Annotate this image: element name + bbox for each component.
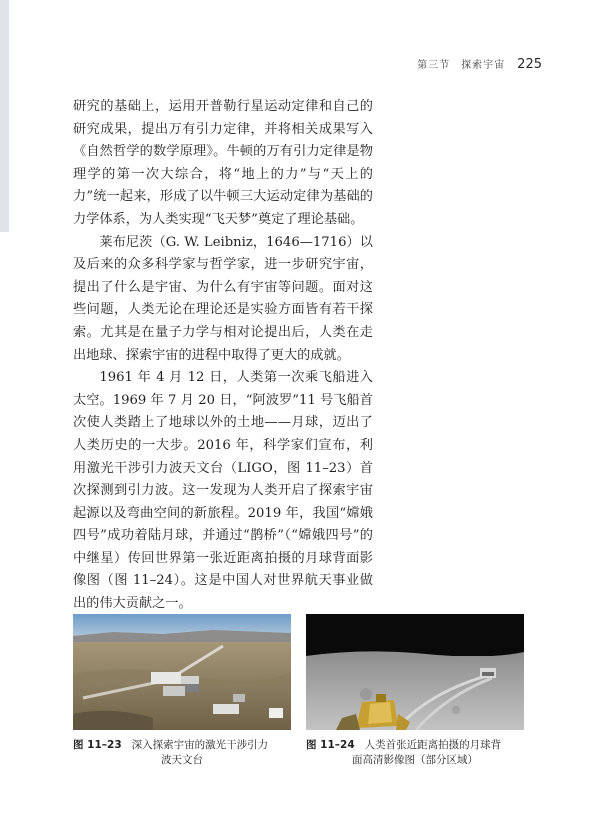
running-header — [417, 56, 542, 72]
figure-number: 图 11–24 — [306, 739, 355, 751]
caption-text-line1: 深入探索宇宙的激光干涉引力 — [131, 739, 269, 751]
paragraph-1: 研究的基础上，运用开普勒行星运动定律和自己的研究成果，提出万有引力定律，并将相关成果写入《自然哲学的数学原理》。牛顿的万有引力定律是物理学的第一次大综合，将“地上的力”与“天上的力”统一起来，形成了以牛顿三大运动定律为基础的力学体系，为人类实现“飞天梦”奠定了理论基础。 — [73, 99, 373, 227]
ligo-aerial-image — [73, 614, 291, 730]
figure-caption-11-23 — [73, 738, 291, 768]
caption-text-line2: 面高清影像图（部分区域） — [352, 754, 478, 766]
paragraph-2: 莱布尼茨（G. W. Leibniz，1646—1716）以及后来的众多科学家与哲学家，进一步研究宇宙，提出了什么是宇宙、为什么有宇宙等问题。面对这些问题，人类无论在理论还是实验方面皆有若干探索。尤其是在量子力学与相对论提出后，人类在走出地球、探索宇宙的进程中取得了更大的成就。 — [73, 234, 373, 363]
caption-text-line1: 人类首张近距离拍摄的月球背 — [364, 739, 502, 751]
paragraph-3: 1961 年 4 月 12 日，人类第一次乘飞船进入太空。1969 年 7 月 20 日，“阿波罗”11 号飞船首次使人类踏上了地球以外的土地——月球，迈出了人类历史的一大步。2016 年，科学家们宣布，利用激光干涉引力波天文台（LIGO，图 11–23）首次探测到引力波。这一发现为人类开启了探索宇宙起源以及弯曲空间的新旅程。2019 年，我国“嫦娥四号”成功着陆月球，并通过“鹊桥”（“嫦娥四号”的中继星）传回世界第一张近距离拍摄的月球背面影像图（图 11–24）。这是中国人对世界航天事业做出的伟大贡献之一。 — [73, 370, 373, 612]
ligo-photo — [73, 614, 291, 730]
section-title: 第三节 探索宇宙 — [417, 60, 506, 71]
moon-surface-image — [306, 614, 524, 730]
page-edge-strip — [0, 0, 9, 232]
body-text — [73, 96, 373, 616]
figure-number: 图 11–23 — [73, 739, 122, 751]
figure-caption-11-24 — [306, 738, 524, 768]
moon-farside-photo — [306, 614, 524, 730]
caption-text-line2: 波天文台 — [161, 754, 203, 766]
page-number: 225 — [517, 57, 542, 72]
